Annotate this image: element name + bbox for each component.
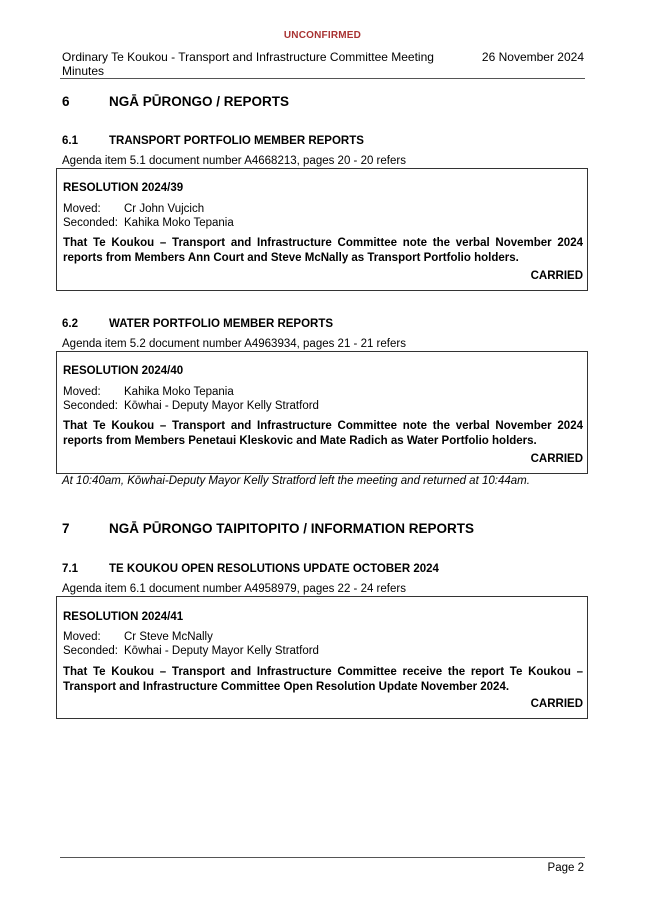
agenda-reference: Agenda item 6.1 document number A4958979, pages 22 - 24 refers xyxy=(62,583,406,595)
item-heading xyxy=(62,563,439,575)
seconded-row xyxy=(63,217,234,229)
seconded-row xyxy=(63,645,319,657)
moved-label: Moved: xyxy=(63,631,101,643)
seconded-row xyxy=(63,400,319,412)
item-heading xyxy=(62,318,333,330)
header-rule xyxy=(60,78,585,79)
page-number: Page 2 xyxy=(547,862,584,874)
seconded-by: Kōwhai - Deputy Mayor Kelly Stratford xyxy=(124,400,319,412)
resolution-box xyxy=(56,351,588,474)
item-number: 6.1 xyxy=(62,135,78,147)
moved-row xyxy=(63,631,213,643)
resolution-number: RESOLUTION 2024/41 xyxy=(63,611,184,623)
moved-label: Moved: xyxy=(63,203,101,215)
meeting-date: 26 November 2024 xyxy=(481,50,584,64)
item-number: 7.1 xyxy=(62,563,78,575)
resolution-text: That Te Koukou – Transport and Infrastructure Committee note the verbal November 2024 reports from Members Penetaui Kleskovic and Mate Radich as Water Portfolio holders. xyxy=(63,420,583,447)
unconfirmed-stamp: UNCONFIRMED xyxy=(283,30,362,41)
moved-row xyxy=(63,203,204,215)
document-title: Ordinary Te Koukou - Transport and Infrastructure Committee Meeting Minutes xyxy=(62,50,434,78)
seconded-by: Kōwhai - Deputy Mayor Kelly Stratford xyxy=(124,645,319,657)
moved-label: Moved: xyxy=(63,386,101,398)
resolution-number: RESOLUTION 2024/40 xyxy=(63,365,184,377)
section-title: NGĀ PŪRONGO TAIPITOPITO / INFORMATION REPORTS xyxy=(109,521,475,536)
moved-by: Kahika Moko Tepania xyxy=(124,386,234,398)
resolution-text: That Te Koukou – Transport and Infrastructure Committee receive the report Te Koukou – Transport and Infrastructure Committee Open Resolution Update November 2024. xyxy=(63,666,583,693)
section-number: 7 xyxy=(62,521,70,536)
moved-row xyxy=(63,386,234,398)
section-heading xyxy=(62,521,474,536)
resolution-outcome: CARRIED xyxy=(530,270,583,282)
section-heading xyxy=(62,94,289,109)
agenda-reference: Agenda item 5.2 document number A4963934, pages 21 - 21 refers xyxy=(62,338,406,350)
agenda-reference: Agenda item 5.1 document number A4668213, pages 20 - 20 refers xyxy=(62,155,406,167)
item-heading xyxy=(62,135,364,147)
item-title: WATER PORTFOLIO MEMBER REPORTS xyxy=(109,318,334,330)
seconded-label: Seconded: xyxy=(63,400,118,412)
moved-by: Cr John Vujcich xyxy=(124,203,205,215)
resolution-outcome: CARRIED xyxy=(530,698,583,710)
seconded-label: Seconded: xyxy=(63,217,118,229)
resolution-number: RESOLUTION 2024/39 xyxy=(63,182,184,194)
seconded-by: Kahika Moko Tepania xyxy=(124,217,234,229)
resolution-box xyxy=(56,168,588,291)
section-number: 6 xyxy=(62,94,70,109)
attendance-note: At 10:40am, Kōwhai-Deputy Mayor Kelly Stratford left the meeting and returned at 10:44am. xyxy=(62,475,530,487)
item-title: TE KOUKOU OPEN RESOLUTIONS UPDATE OCTOBER 2024 xyxy=(109,563,439,575)
resolution-box xyxy=(56,596,588,719)
item-title: TRANSPORT PORTFOLIO MEMBER REPORTS xyxy=(109,135,364,147)
footer-rule xyxy=(60,857,585,858)
seconded-label: Seconded: xyxy=(63,645,118,657)
resolution-text: That Te Koukou – Transport and Infrastructure Committee note the verbal November 2024 reports from Members Ann Court and Steve McNally as Transport Portfolio holders. xyxy=(63,237,583,264)
resolution-outcome: CARRIED xyxy=(530,453,583,465)
item-number: 6.2 xyxy=(62,318,78,330)
moved-by: Cr Steve McNally xyxy=(124,631,213,643)
section-title: NGĀ PŪRONGO / REPORTS xyxy=(109,94,290,109)
